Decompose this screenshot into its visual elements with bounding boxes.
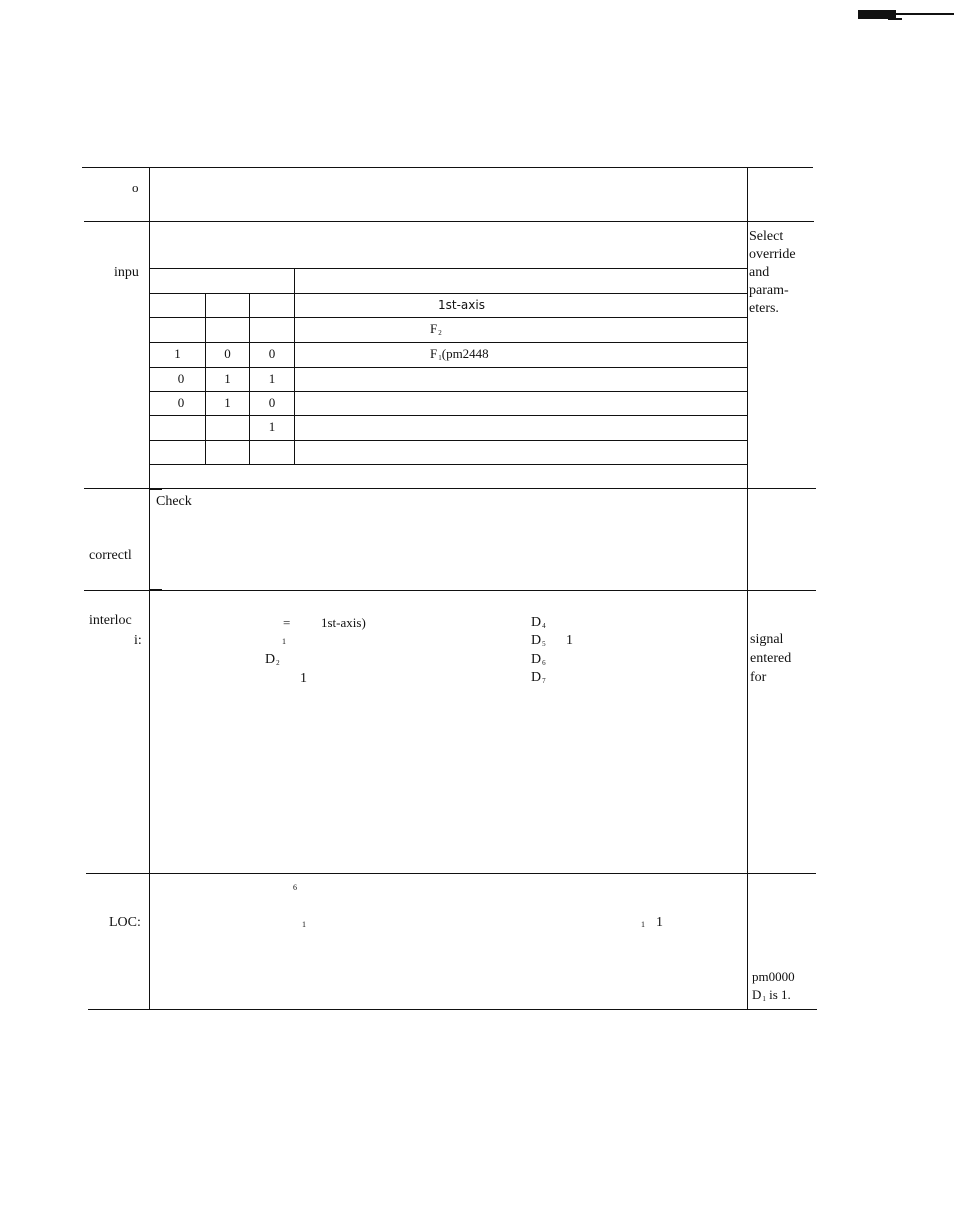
check-text: Check — [156, 494, 192, 509]
inner-row0-desc: 1st-axis — [438, 298, 485, 312]
inner-row3-b: 1 — [224, 371, 231, 386]
label-interlock: interloc — [89, 613, 132, 628]
label-correctly: correctl — [89, 548, 132, 563]
inner-row2-c: 0 — [268, 346, 276, 361]
corner-bar-mark — [858, 9, 954, 21]
inner-row4-b: 1 — [224, 395, 231, 410]
inner-row1-desc: $F_2$ — [430, 321, 442, 337]
label-row0: o — [132, 180, 139, 195]
inner-row4-a: 0 — [177, 395, 185, 410]
inner-row5-c: 1 — [268, 419, 276, 434]
label-is: i: — [134, 633, 142, 648]
inner-row2-desc: $F_1(pm2448$ — [430, 346, 489, 362]
label-loc: LOC: — [109, 915, 141, 930]
label-input: inpu — [114, 265, 139, 280]
inner-row4-c: 0 — [268, 395, 276, 410]
inner-row2-a: 1 — [174, 346, 181, 361]
inner-row3-a: 0 — [177, 371, 185, 386]
inner-row3-c: 1 — [268, 371, 276, 386]
inner-row2-b: 0 — [224, 346, 231, 361]
